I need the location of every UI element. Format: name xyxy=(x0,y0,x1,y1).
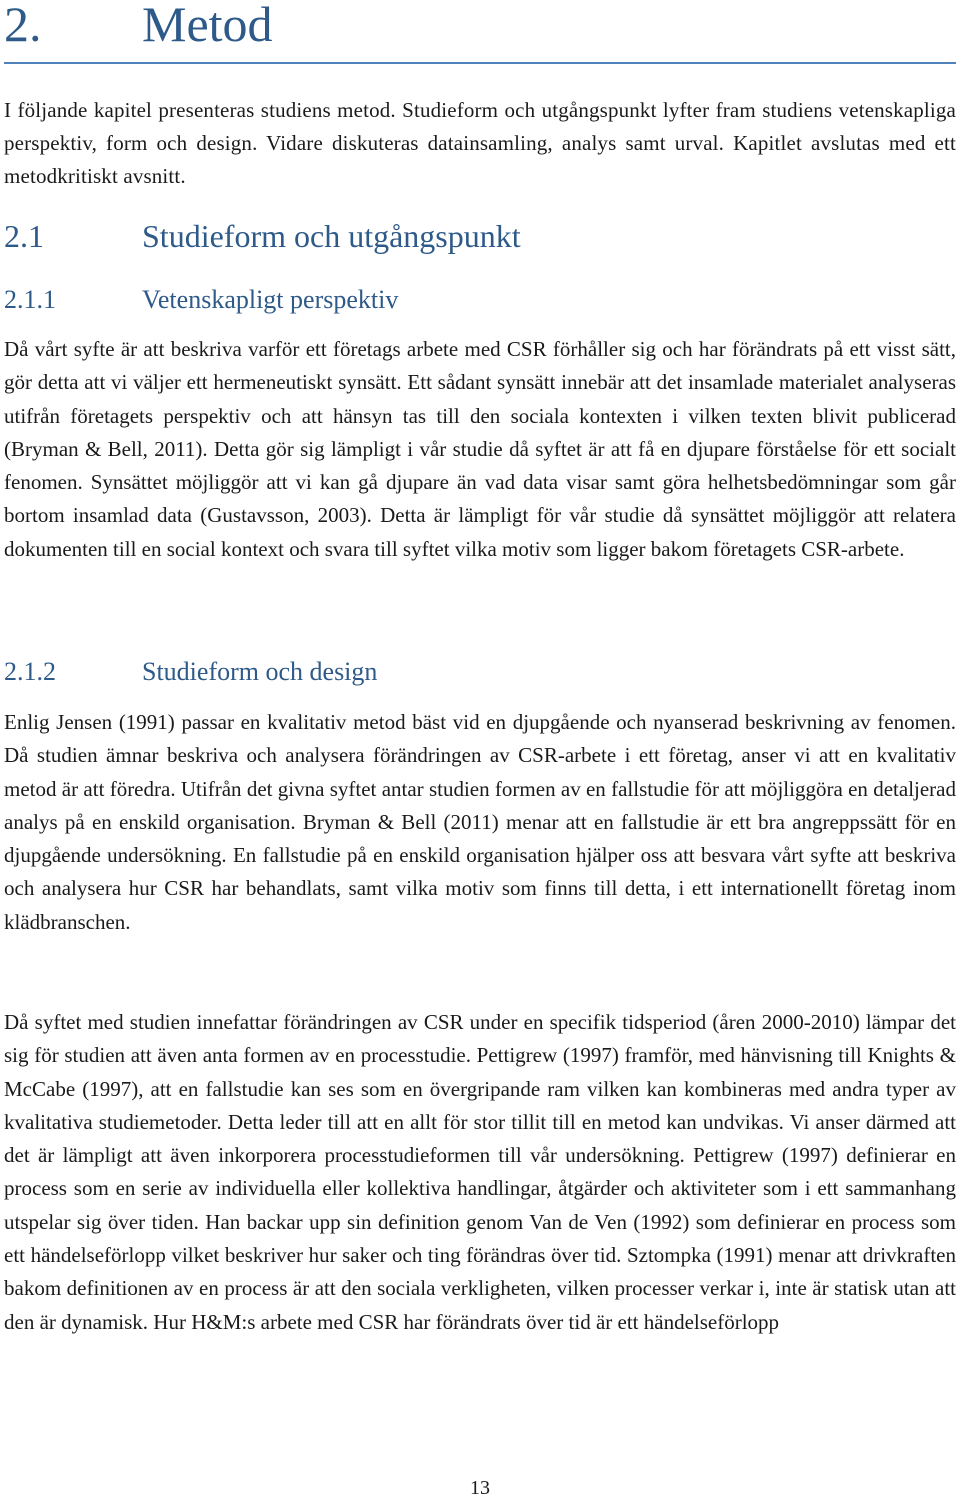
chapter-number: 2. xyxy=(4,0,42,52)
page-number: 13 xyxy=(470,1477,490,1499)
subsection-heading-perspective xyxy=(4,283,398,317)
subsection-title: Vetenskapligt perspektiv xyxy=(142,285,399,314)
body-paragraph: Då syftet med studien innefattar förändringen av CSR under en specifik tidsperiod (åren 2000-2010) lämpar det sig för studien att även anta formen av en processtudie. Pettigrew (1997) framför, med hänvisning till Knights & McCabe (1997), att en fallstudie kan ses som en övergripande ram vilken kan kombineras med andra typer av kvalitativa studiemetoder. Detta leder till att en allt för stor tillit till en metod kan undvikas. Vi anser därmed att det är lämpligt att även inkorporera processtudieformen till vår undersökning. Pettigrew (1997) definierar en process som en serie av individuella eller kollektiva handlingar, åtgärder och aktiviteter som i ett sammanhang utspelar sig över tiden. Han backar upp sin definition genom Van de Ven (1992) som definierar en process som ett händelseförlopp vilket beskriver hur saker och ting förändras över tid. Sztompka (1991) menar att drivkraften bakom definitionen av en process är att den sociala verkligheten, vilken processer verkar i, inte är statisk utan att den är dynamisk. Hur H&M:s arbete med CSR har förändrats över tid är ett händelseförlopp xyxy=(4,1010,956,1334)
section-title: Studieform och utgångspunkt xyxy=(142,218,521,254)
body-paragraph: Enlig Jensen (1991) passar en kvalitativ metod bäst vid en djupgående och nyanserad beskrivning av fenomen. Då studien ämnar beskriva och analysera förändringen av CSR-arbete i ett företag, anser vi att en kvalitativ metod är att föredra. Utifrån det givna syftet antar studien formen av en fallstudie för att möjliggöra en detaljerad analys på en enskild organisation. Bryman & Bell (2011) menar att en fallstudie är ett bra angreppssätt för en djupgående undersökning. En fallstudie på en enskild organisation hjälper oss att besvara vårt syfte att beskriva och analysera hur CSR har behandlats, samt vilka motiv som finns till detta, i ett internationellt företag inom klädbranschen. xyxy=(4,710,956,934)
chapter-title: Metod xyxy=(142,0,273,52)
subsection-number: 2.1.2 xyxy=(4,657,56,686)
subsection-title: Studieform och design xyxy=(142,657,378,686)
subsection-number: 2.1.1 xyxy=(4,285,56,314)
heading-underline xyxy=(4,62,956,64)
intro-paragraph: I följande kapitel presenteras studiens metod. Studieform och utgångspunkt lyfter fram studiens vetenskapliga perspektiv, form och design. Vidare diskuteras datainsamling, analys samt urval. Kapitlet avslutas med ett metodkritiskt avsnitt. xyxy=(4,98,956,188)
subsection-heading-design xyxy=(4,655,377,689)
body-paragraph: Då vårt syfte är att beskriva varför ett företags arbete med CSR förhåller sig och har förändrats på ett visst sätt, gör detta att vi väljer ett hermeneutiskt synsätt. Ett sådant synsätt innebär att det insamlade materialet analyseras utifrån företagets perspektiv och att hänsyn tas till den sociala kontexten i vilken texten blivit publicerad (Bryman & Bell, 2011). Detta gör sig lämpligt i vår studie då syftet är att få en djupare förståelse för ett socialt fenomen. Synsättet möjliggör att vi kan gå djupare än vad data visar samt göra helhetsbedömningar som går bortom insamlad data (Gustavsson, 2003). Detta är lämpligt för vår studie då synsättet möjliggör att relatera dokumenten till en social kontext och svara till syftet vilka motiv som ligger bakom företagets CSR-arbete. xyxy=(4,337,956,561)
chapter-heading xyxy=(4,0,273,54)
section-heading xyxy=(4,216,521,256)
section-number: 2.1 xyxy=(4,218,44,254)
